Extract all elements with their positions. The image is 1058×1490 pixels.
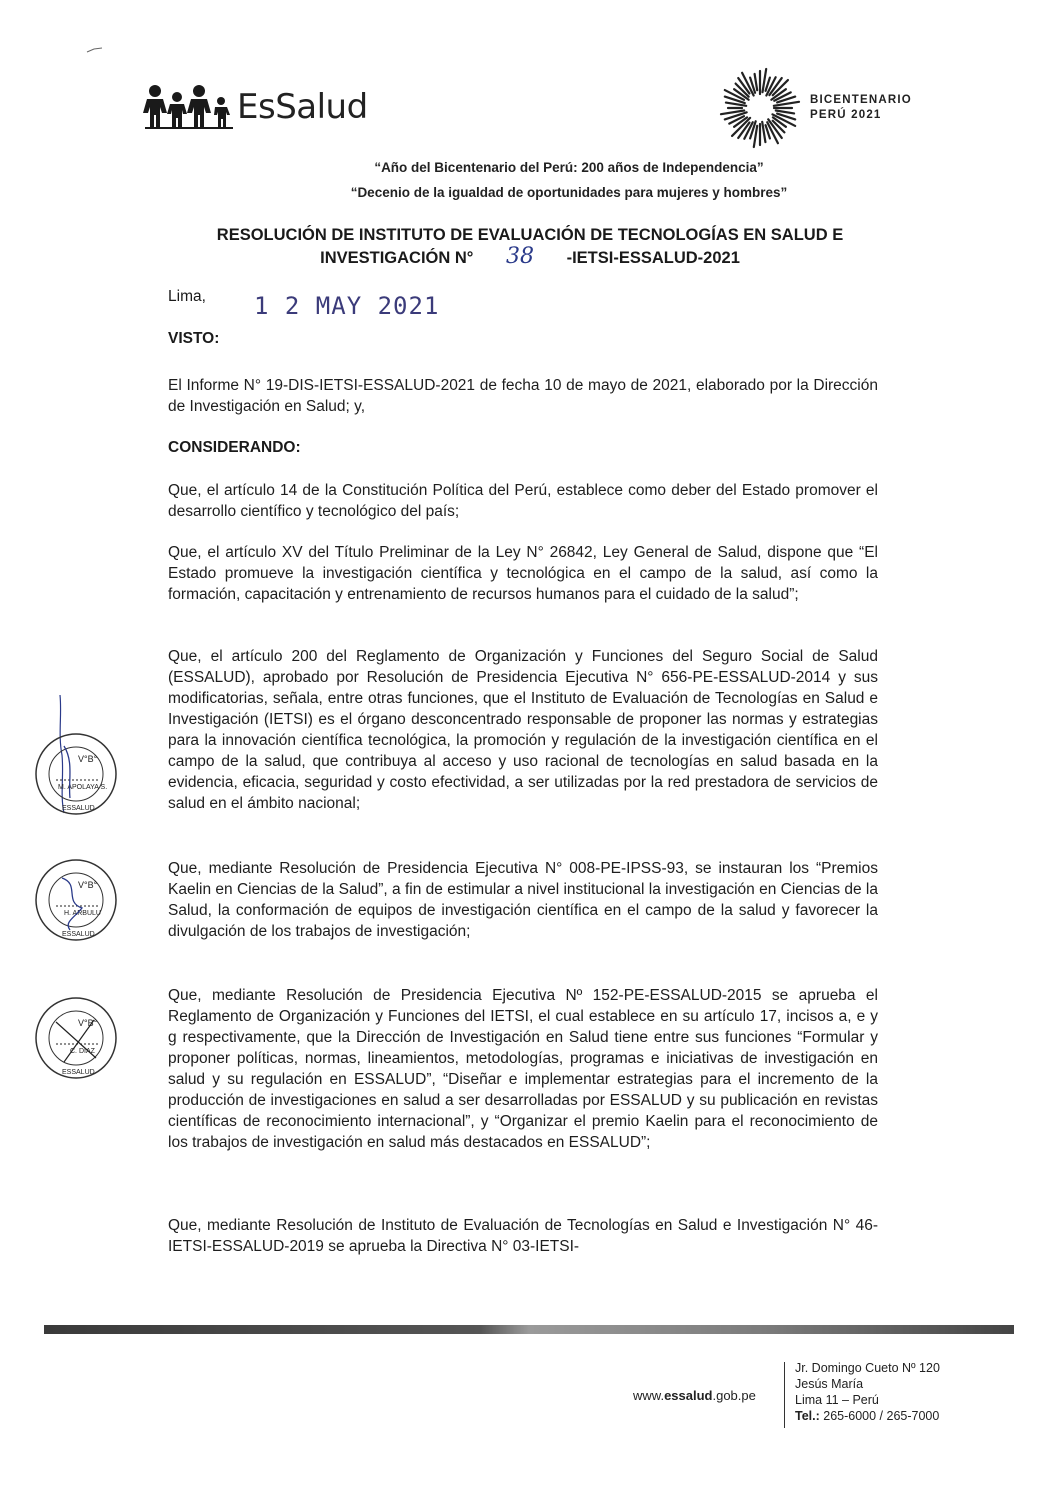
seal3-org: ESSALUD (62, 1069, 95, 1076)
motto-line1: “Año del Bicentenario del Perú: 200 años de Independencia” (374, 160, 764, 175)
resolution-title-suffix: -IETSI-ESSALUD-2021 (566, 249, 740, 267)
considerando-paragraph-1: Que, el artículo 14 de la Constitución Política del Perú, establece como deber del Estado promover el desarrollo científico y tecnológico del país; (168, 482, 878, 520)
scan-mark (86, 46, 104, 54)
footer-telephone (795, 1408, 940, 1424)
footer-website (633, 1388, 756, 1403)
considerando-heading: CONSIDERANDO: (168, 439, 301, 456)
visto-heading: VISTO: (168, 330, 220, 347)
seal1-org: ESSALUD (62, 805, 95, 812)
considerando-paragraph-5: Que, mediante Resolución de Presidencia Ejecutiva Nº 152-PE-ESSALUD-2015 se aprueba el Reglamento de Organización y Funciones del IETSI, el cual establece en su artículo 17, incisos a, e y g respectivamente, que la Dirección de Investigación en Salud tiene entre sus funciones “Formular y proponer políticas, normas, lineamientos, metodologías, programas e iniciativas de investigación en salud y su regulación en ESSALUD”, “Diseñar e implementar estrategias para el incremento de la producción de investigaciones en salud a ser desarrolladas por ESSALUD y su publicación en revistas científicas de reconocimiento internacional”, y “Organizar el premio Kaelin para el reconocimiento de los trabajos de investigación en salud más destacados en ESSALUD”; (168, 987, 878, 1151)
motto-line2: “Decenio de la igualdad de oportunidades para mujeres y hombres” (350, 185, 788, 200)
resolution-title-prefix: INVESTIGACIÓN N° (320, 249, 474, 267)
footer-address-line2: Jesús María (795, 1377, 864, 1391)
considerando-paragraph-2: Que, el artículo XV del Título Preliminar de la Ley N° 26842, Ley General de Salud, dispone que “El Estado promueve la investigación científica y tecnológica en el campo de la salud, así como la formación, capacitación y entrenamiento de recursos humanos para el cuidado de la salud”; (168, 544, 878, 603)
considerando-paragraph-4: Que, mediante Resolución de Presidencia Ejecutiva N° 008-PE-IPSS-93, se instauran los “Premios Kaelin en Ciencias de la Salud”, a fin de estimular a nivel institucional la investigación en Ciencias de la Salud, la conformación de equipos de investigación científica en el campo de la salud y favorecer la divulgación de los trabajos de investigación; (168, 860, 878, 940)
bicentenario-logo (718, 66, 912, 150)
approval-seal-3 (34, 996, 118, 1080)
footer-website-prefix: www. (633, 1388, 665, 1403)
footer-address (795, 1360, 940, 1424)
resolution-title-line1: RESOLUCIÓN DE INSTITUTO DE EVALUACIÓN DE TECNOLOGÍAS EN SALUD E (216, 226, 844, 244)
seal3-vb: V°B° (78, 1018, 98, 1028)
bicentenario-burst-icon (718, 66, 802, 150)
footer-website-bold: essalud (664, 1388, 713, 1403)
visto-paragraph: El Informe N° 19-DIS-IETSI-ESSALUD-2021 de fecha 10 de mayo de 2021, elaborado por la Dirección de Investigación en Salud; y, (168, 377, 878, 415)
burst-ray (755, 74, 758, 90)
considerando-paragraph-6: Que, mediante Resolución de Instituto de Evaluación de Tecnologías en Salud e Investigación N° 46-IETSI-ESSALUD-2019 se aprueba la Directiva N° 03-IETSI- (168, 1217, 878, 1255)
seal2-vb: V°B° (78, 880, 98, 890)
footer-address-line3: Lima 11 – Perú (795, 1393, 879, 1407)
seal1-name: M. APOLAYA S. (58, 784, 108, 791)
footer-tel-label: Tel.: (795, 1409, 820, 1423)
resolution-number-handwritten: 38 (505, 244, 534, 269)
bicentenario-line2: PERÚ 2021 (810, 109, 882, 121)
footer-divider (784, 1362, 785, 1428)
essalud-logo (143, 82, 368, 132)
footer-gradient-bar (44, 1325, 1014, 1334)
approval-seal-2 (34, 858, 118, 942)
resolution-title-line2 (120, 246, 940, 269)
date-stamp: 1 2 MAY 2021 (254, 292, 440, 320)
bicentenario-line1: BICENTENARIO (810, 94, 912, 106)
considerando-paragraph-3: Que, el artículo 200 del Reglamento de Organización y Funciones del Seguro Social de Salud (ESSALUD), aprobado por Resolución de Presidencia Ejecutiva N° 656-PE-ESSALUD-2014 y sus modificatorias, señala, entre otras funciones, que el Instituto de Evaluación de Tecnologías en Salud e Investigación (IETSI) es el órgano desconcentrado responsable de proponer las normas y estrategias para la innovación científica tecnológica, la promoción y regulación de la investigación científica en el campo de la salud, que contribuya al acceso y uso racional de tecnologías en salud basada en la evidencia, eficacia, seguridad y costo efectividad, a ser utilizadas por la red prestadora de servicios de salud en el ámbito nacional; (168, 648, 878, 812)
footer-address-line1: Jr. Domingo Cueto Nº 120 (795, 1361, 940, 1375)
seal2-org: ESSALUD (62, 931, 95, 938)
resolution-title (120, 224, 940, 269)
bicentenario-text (810, 93, 912, 123)
seal3-name: C. DIAZ (70, 1048, 95, 1055)
approval-seal-1 (34, 732, 118, 816)
footer-tel-value: 265-6000 / 265-7000 (819, 1409, 940, 1423)
place-label: Lima, (168, 288, 206, 305)
essalud-logo-text: EsSalud (237, 87, 368, 127)
seal1-vb: V°B° (78, 754, 98, 764)
family-figures-icon (143, 83, 235, 131)
seal2-name: H. ARBULU (64, 910, 101, 917)
footer-website-suffix: .gob.pe (712, 1388, 756, 1403)
